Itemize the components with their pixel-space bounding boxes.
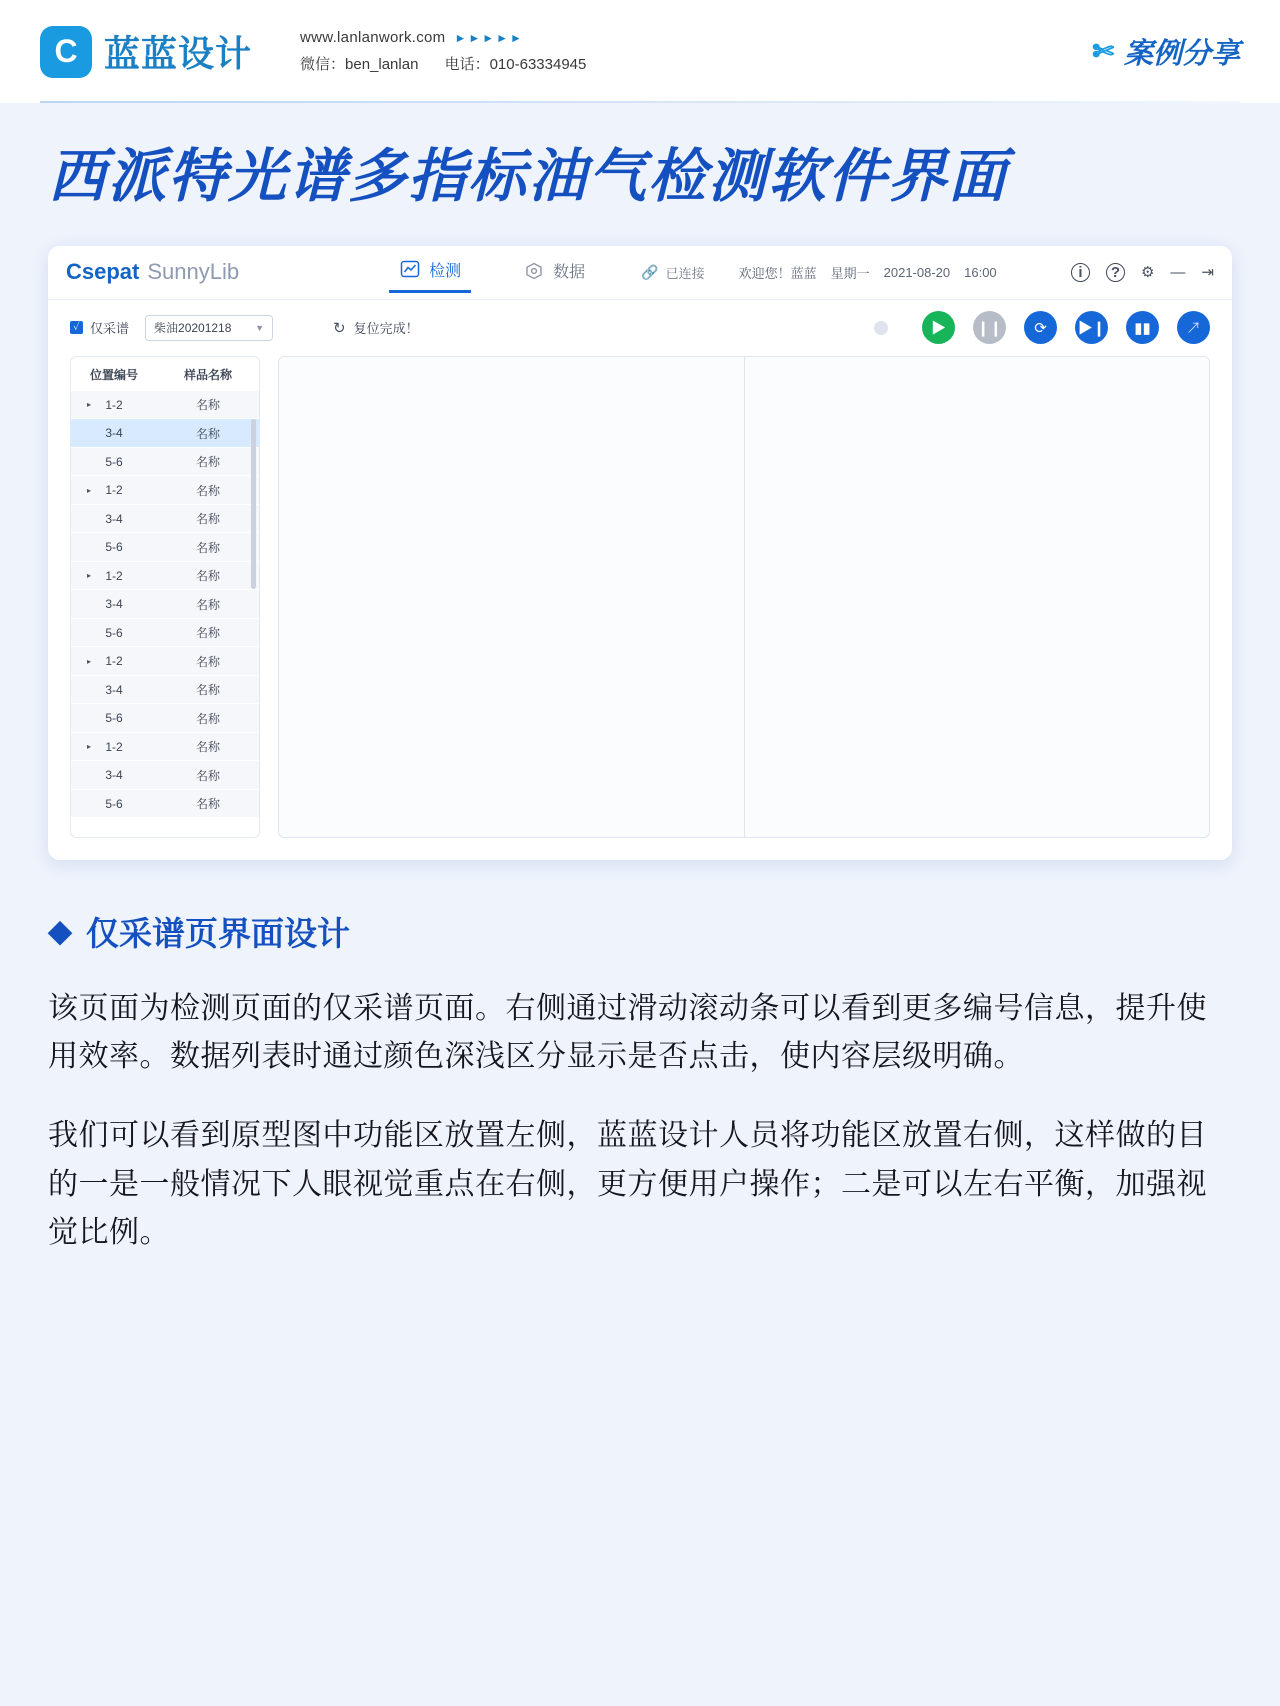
arrows-icon: ►►►►►: [454, 30, 524, 45]
chart-right-pane: [745, 357, 1210, 837]
row-name-cell: 名称: [195, 540, 220, 555]
export-button[interactable]: ↗: [1177, 311, 1210, 344]
table-row[interactable]: [71, 505, 259, 534]
row-name-cell: 名称: [195, 683, 220, 698]
row-name-cell: 名称: [195, 398, 220, 413]
row-position-label: 5-6: [105, 625, 123, 640]
row-name-cell: 名称: [195, 569, 220, 584]
reset-status-label: 复位完成！: [353, 321, 419, 337]
row-position-label: 5-6: [105, 711, 123, 726]
help-icon[interactable]: ?: [1106, 263, 1125, 282]
brand-name: 蓝蓝设计: [104, 33, 253, 74]
next-button[interactable]: ▶❙: [1075, 311, 1108, 344]
row-position-label: 3-4: [105, 768, 123, 783]
row-position-label: 1-2: [105, 397, 123, 412]
row-position-label: 3-4: [105, 511, 123, 526]
welcome-greeting: 欢迎您！蓝蓝: [738, 265, 817, 281]
spectrum-only-label: 仅采谱: [90, 321, 130, 337]
row-position-cell: [71, 597, 157, 611]
table-row[interactable]: [71, 790, 259, 819]
spectrum-only-checkbox[interactable]: [70, 318, 129, 337]
row-position-cell: [71, 626, 157, 640]
sample-select-value: 柴油20201218: [154, 321, 232, 336]
page-title: 西派特光谱多指标油气检测软件界面: [48, 144, 1009, 209]
app-body: [48, 356, 1232, 856]
app-logo-secondary: SunnyLib: [147, 259, 240, 285]
toolbar-action-group: [874, 311, 1210, 344]
welcome-block: [739, 263, 997, 282]
welcome-time: 16:00: [964, 264, 997, 280]
table-row[interactable]: [71, 562, 259, 591]
play-button[interactable]: ▶: [922, 311, 955, 344]
list-scrollbar[interactable]: [251, 419, 256, 589]
row-position-cell: [71, 398, 157, 412]
column-header-name: 样品名称: [183, 367, 232, 382]
sync-button[interactable]: ⟳: [1024, 311, 1057, 344]
row-position-label: 1-2: [105, 739, 123, 754]
tab-data[interactable]: [513, 253, 595, 291]
chart-left-pane: [279, 357, 744, 837]
expand-triangle-icon[interactable]: ▸: [87, 656, 92, 666]
row-position-label: 3-4: [105, 426, 123, 441]
row-name-cell: 名称: [195, 483, 220, 498]
app-screenshot-card: [48, 246, 1232, 860]
table-row[interactable]: [71, 733, 259, 762]
status-dot: [874, 321, 888, 335]
header-divider: [40, 101, 1240, 103]
chart-icon: [399, 258, 421, 280]
row-position-cell: [71, 455, 157, 469]
tab-data-label: 数据: [553, 264, 586, 282]
table-row[interactable]: [71, 419, 259, 448]
phone-text: 电话：010-63334945: [444, 55, 587, 73]
row-position-label: 1-2: [105, 483, 123, 498]
info-icon[interactable]: i: [1071, 263, 1090, 282]
table-row[interactable]: [71, 647, 259, 676]
case-share-badge: [1092, 31, 1240, 72]
pause-button[interactable]: ❙❙: [973, 311, 1006, 344]
welcome-weekday: 星期一: [830, 265, 870, 281]
connection-label: 已连接: [665, 265, 705, 281]
link-icon: 🔗: [641, 263, 659, 280]
row-position-cell: [71, 654, 157, 668]
gear-icon[interactable]: ⚙: [1140, 264, 1155, 282]
table-row[interactable]: [71, 391, 259, 420]
row-position-cell: [71, 483, 157, 497]
row-name-cell: 名称: [195, 768, 220, 783]
brand-header: [0, 0, 1280, 103]
app-nav: [389, 252, 595, 293]
expand-triangle-icon[interactable]: ▸: [87, 571, 92, 581]
sample-list-panel: [70, 356, 260, 838]
app-toolbar: [48, 300, 1232, 356]
diamond-icon: ◆: [48, 920, 72, 948]
row-position-label: 1-2: [105, 568, 123, 583]
row-position-cell: [71, 797, 157, 811]
row-name-cell: 名称: [195, 711, 220, 726]
row-position-label: 3-4: [105, 682, 123, 697]
website-text: www.lanlanwork.com: [300, 29, 446, 47]
table-row[interactable]: [71, 761, 259, 790]
row-position-label: 5-6: [105, 454, 123, 469]
lanlan-logo-icon: C: [40, 26, 92, 78]
row-position-label: 5-6: [105, 796, 123, 811]
table-row[interactable]: [71, 704, 259, 733]
connection-status: [641, 263, 704, 282]
table-row[interactable]: [71, 448, 259, 477]
sample-select[interactable]: [145, 315, 273, 341]
table-row[interactable]: [71, 590, 259, 619]
row-position-cell: [71, 740, 157, 754]
tab-detection-label: 检测: [429, 262, 462, 280]
chevron-down-icon: ▼: [255, 322, 265, 333]
row-position-cell: [71, 569, 157, 583]
row-position-cell: [71, 768, 157, 782]
brand-logo: [40, 26, 252, 78]
row-name-cell: 名称: [195, 512, 220, 527]
reset-status: [333, 318, 419, 337]
row-name-cell: 名称: [195, 597, 220, 612]
cube-icon: [523, 260, 545, 282]
row-name-cell: 名称: [195, 797, 220, 812]
header-icon-group: [1071, 263, 1214, 282]
checkbox-mark: ✓: [70, 321, 83, 334]
row-name-cell: 名称: [195, 455, 220, 470]
row-position-cell: [71, 711, 157, 725]
description-section: [0, 860, 1280, 1258]
welcome-date: 2021-08-20: [883, 264, 951, 280]
paragraph-2: 我们可以看到原型图中功能区放置左侧，蓝蓝设计人员将功能区放置右侧，这样做的目的一是一般情况下人眼视觉重点在右侧，更方便用户操作；二是可以左右平衡，加强视觉比例。: [48, 1119, 1207, 1250]
section-heading: [48, 908, 1232, 955]
report-button[interactable]: ▮▮: [1126, 311, 1159, 344]
row-position-cell: [71, 540, 157, 554]
refresh-icon[interactable]: ↻: [333, 319, 346, 337]
row-name-cell: 名称: [195, 740, 220, 755]
sample-list-header: [71, 357, 259, 391]
table-row[interactable]: [71, 476, 259, 505]
section-heading-label: 仅采谱页界面设计: [86, 914, 350, 952]
row-position-label: 3-4: [105, 597, 123, 612]
expand-triangle-icon[interactable]: ▸: [87, 742, 92, 752]
row-name-cell: 名称: [195, 426, 220, 441]
sample-list-rows: [71, 391, 259, 819]
app-header: [48, 246, 1232, 300]
paragraph-1: 该页面为检测页面的仅采谱页面。右侧通过滑动滚动条可以看到更多编号信息，提升使用效率。数据列表时通过颜色深浅区分显示是否点击，使内容层级明确。: [48, 991, 1207, 1074]
row-name-cell: 名称: [195, 626, 220, 641]
row-position-cell: [71, 683, 157, 697]
column-header-position: 位置编号: [89, 367, 138, 382]
app-logo-primary: Csepat: [66, 259, 140, 285]
row-position-cell: [71, 426, 157, 440]
expand-triangle-icon[interactable]: ▸: [87, 485, 92, 495]
logout-icon[interactable]: ⇥: [1201, 264, 1214, 282]
case-share-label: 案例分享: [1123, 38, 1240, 70]
contact-info: [300, 25, 608, 78]
row-position-label: 5-6: [105, 540, 123, 555]
minimize-icon[interactable]: —: [1170, 263, 1186, 281]
spectrum-chart-area[interactable]: [278, 356, 1210, 838]
row-name-cell: 名称: [195, 654, 220, 669]
wechat-text: 微信：ben_lanlan: [300, 55, 419, 73]
tab-detection[interactable]: [389, 252, 471, 293]
app-logo: [66, 259, 239, 285]
expand-triangle-icon[interactable]: ▸: [87, 400, 92, 410]
table-row[interactable]: [71, 533, 259, 562]
title-band: [0, 103, 1280, 238]
row-position-cell: [71, 512, 157, 526]
table-row[interactable]: [71, 619, 259, 648]
row-position-label: 1-2: [105, 654, 123, 669]
table-row[interactable]: [71, 676, 259, 705]
scissors-icon: ✄: [1092, 36, 1114, 66]
